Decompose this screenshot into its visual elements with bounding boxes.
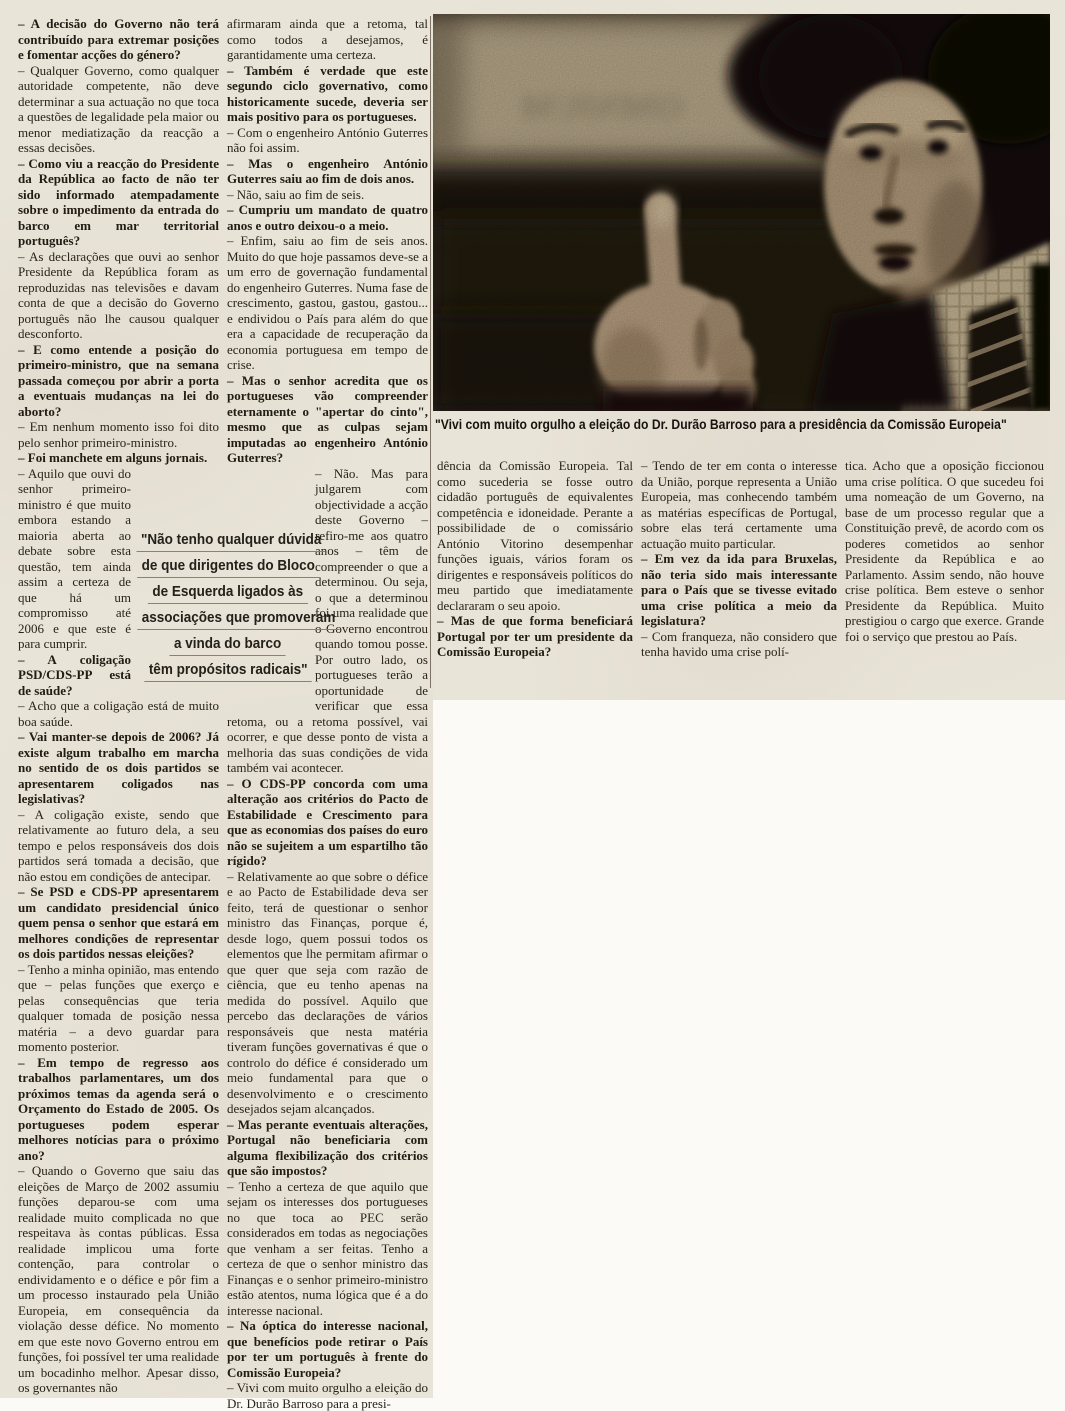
answer-paragraph: – Tendo de ter em conta o interesse da União, porque representa a União Europeia, mas conhecendo também as matérias específicas de Portugal, sobre elas terá certamente uma actuação muito particular. [641,458,837,551]
pull-quote-line: a vinda do barco [170,635,286,656]
answer-paragraph: – Vivi com muito orgulho a eleição do Dr. Durão Barroso para a presi- [227,1380,428,1411]
answer-paragraph: – Enfim, saiu ao fim de seis anos. Muito do que hoje passamos deve-se a um erro de governação fundamental do engenheiro Guterres. Numa fase de crescimento, gastou, gastou, gastou... e endividou o País para além do que era a capacidade de recuperação da economia portuguesa em tempo de crise. [227,233,428,372]
question-paragraph: – Mas de que forma beneficiará Portugal por ter um presidente da Comissão Europeia? [437,613,633,659]
question-paragraph: – Mas perante eventuais alterações, Portugal não beneficiaria com alguma flexibilização dos critérios que são impostos? [227,1116,428,1178]
answer-paragraph: – Tenho a minha opinião, mas entendo que – pelas funções que exerço e pelas consequências que teria qualquer tomada de posição nessa matéria – a devo guardar para momento posterior. [18,961,219,1054]
question-paragraph: – Como viu a reacção do Presidente da República ao facto de não ter sido informado atempadamente sobre o impedimento da entrada do barco em mar territorial português? [18,155,219,248]
question-paragraph: – Se PSD e CDS-PP apresentarem um candidato presidencial único quem pensa o senhor que estará em melhores condições de representar os dois partidos nessas eleições? [18,884,219,961]
answer-paragraph: – Não. Mas para julgarem com objectividade a acção deste Governo – refiro-me aos quatro anos – têm de compreender o que a determinou. Ou seja, o que a determinou foi uma realidade que o Governo encontrou quando tomou posse. Por outro lado, os portugueses terão a oportunidade de verificar que essa retoma, ou a retoma possível, vai ocorrer, e que desse ponto de vista a melhoria das suas condições de vida também vai acontecer. [227,465,428,775]
question-paragraph: – Cumpriu um mandato de quatro anos e outro deixou-o a meio. [227,202,428,233]
question-paragraph: – Em vez da ida para Bruxelas, não teria sido mais interessante para o País que se tivesse evitado uma crise política a meio da legislatura? [641,551,837,628]
pull-quote-line: de que dirigentes do Bloco [137,557,319,578]
interview-photo [433,14,1050,411]
question-paragraph: – Foi manchete em alguns jornais. [18,450,208,465]
text-column-5 [845,458,1044,644]
answer-paragraph: tica. Acho que a oposição ficcionou uma crise política. O que sucedeu foi uma nomeação de um Governo, na base de um processo regular que a Constituição prevê, de acordo com os poderes cometidos ao senhor Presidente da República e ao Parlamento. Assim sendo, não houve crise política. Bem esteve o senhor Presidente da República. Muito prestigiou o cargo que exerce. Grande foi o serviço que prestou ao País. [845,458,1044,644]
answer-paragraph: dência da Comissão Europeia. Tal como sucederia se fosse outro cidadão português de equivalentes competência e idoneidade. Perante a possibilidade de o comissário António Vitorino desempenhar funções iguais, vários foram os dirigentes e responsáveis políticos do meu partido que imediatamente declararam o seu apoio. [437,458,633,613]
answer-paragraph: – Tenho a certeza de que aquilo que sejam os interesses dos portugueses no que toca ao PEC serão considerados em todas as negociações que venham a ser feitas. Tenho a certeza de que o senhor ministro das Finanças e o senhor primeiro-ministro estão atentos, numa lógica que é a do interesse nacional. [227,1178,428,1318]
question-paragraph: – Vai manter-se depois de 2006? Já existe algum trabalho em marcha no sentido de os dois partidos se apresentarem coligados nas legislativas? [18,729,219,806]
answer-paragraph: – Acho que a coligação está de muito boa saúde. [18,698,219,729]
text-column-1 [18,16,219,1396]
question-paragraph: – A decisão do Governo não terá contribuído para extremar posições e fomentar acções do género? [18,16,219,62]
answer-paragraph: afirmaram ainda que a retoma, tal como todos a desejamos, é garantidamente uma certeza. [227,16,428,62]
answer-paragraph: – Relativamente ao que sobre o défice e ao Pacto de Estabilidade deva ser feito, terá de questionar o senhor ministro das Finanças, porque é, desde logo, quem possui todos os elementos que lhe permitam afirmar o que quer que seja com razão de ciência, que eu tenho apenas na medida do possível. Aquilo que percebo das declarações de vários responsáveis que nesta matéria tiveram funções governativas é que o controlo do défice é considerado um meio fundamental para que o desenvolvimento e o crescimento desejados sejam alcançados. [227,868,428,1116]
svg-text:OMNIUM: OMNIUM [521,87,683,127]
column-divider-rule [430,16,431,688]
question-paragraph: – E como entende a posição do primeiro-ministro, que na semana passada começou por abrir a porta a eventuais mudanças na lei do aborto? [18,341,219,419]
answer-paragraph: – Em nenhum momento isso foi dito pelo senhor primeiro-ministro. [18,419,219,450]
pull-quote-line: de Esquerda ligados às [148,583,308,604]
answer-paragraph: – Aquilo que ouvi do senhor primeiro-ministro é que muito embora estando a maioria aberta ao debate sobre esta questão, tem ainda assim a certeza de que há um compromisso até 2006 e que este é para cumprir. [18,465,131,651]
pull-quote-line: "Não tenho qualquer dúvida [137,531,326,552]
photo-caption: "Vivi com muito orgulho a eleição do Dr. Durão Barroso para a presidência da Comissão Europeia" [435,417,1007,432]
question-paragraph: – Também é verdade que este segundo ciclo governativo, como historicamente sucede, deveria ser mais positivo para os portugueses. [227,62,428,124]
pull-quote-line: associações que promoveram [137,609,340,630]
question-paragraph: – Mas o senhor acredita que os portugueses vão compreender eternamente o "apertar do cinto", mesmo que as culpas sejam imputadas ao engenheiro António Guterres? [227,372,428,465]
question-paragraph: – O CDS-PP concorda com uma alteração aos critérios do Pacto de Estabilidade e Crescimento para que as economias dos países do euro não se sujeitem a um espartilho tão rígido? [227,775,428,868]
answer-paragraph: – Com o engenheiro António Guterres não foi assim. [227,124,428,155]
text-column-4 [641,458,837,660]
question-paragraph: – Mas o engenheiro António Guterres saiu ao fim de dois anos. [227,155,428,186]
question-paragraph: – Em tempo de regresso aos trabalhos parlamentares, um dos próximos temas da agenda será o Orçamento do Estado de 2005. Os portugueses podem esperar melhores notícias para o próximo ano? [18,1054,219,1163]
answer-paragraph: – A coligação existe, sendo que relativamente ao futuro dela, a seu tempo e pelos responsáveis dos dois partidos será tomada a decisão, que não estou em condições de antecipar. [18,806,219,884]
pull-quote-line: têm propósitos radicais" [144,661,312,682]
pull-quote [126,531,336,687]
question-paragraph: – Na óptica do interesse nacional, que benefícios pode retirar o País por ter um português à frente do Comissão Europeia? [227,1318,428,1380]
question-paragraph: – A coligação PSD/CDS-PP está de saúde? [18,651,131,698]
answer-paragraph: – As declarações que ouvi ao senhor Presidente da República foram as reproduzidas nas televisões e davam conta de que a decisão do Governo português não lhe causou qualquer desconforto. [18,248,219,341]
text-column-2 [227,16,428,1411]
answer-paragraph: – Qualquer Governo, como qualquer autoridade competente, não deve determinar a sua actuação no que toca a questões de legalidade pela maior ou menor mediatização da reacção a essas decisões. [18,62,219,155]
answer-paragraph: – Com franqueza, não considero que tenha havido uma crise polí- [641,628,837,659]
answer-paragraph: – Quando o Governo que saiu das eleições de Março de 2002 assumiu funções deparou-se com uma realidade muito complicada no que respeitava às contas públicas. Essa realidade implicou uma forte contenção, para controlar o endividamento e o défice e pôr fim a um processo instaurado pela União Europeia, em consequência da violação desse défice. No momento em que este novo Governo entrou em funções, foi possível ter uma realidade um bocadinho melhor. Apesar disso, os governantes não [18,1163,219,1395]
text-column-3 [437,458,633,660]
answer-paragraph: – Não, saiu ao fim de seis. [227,186,365,202]
